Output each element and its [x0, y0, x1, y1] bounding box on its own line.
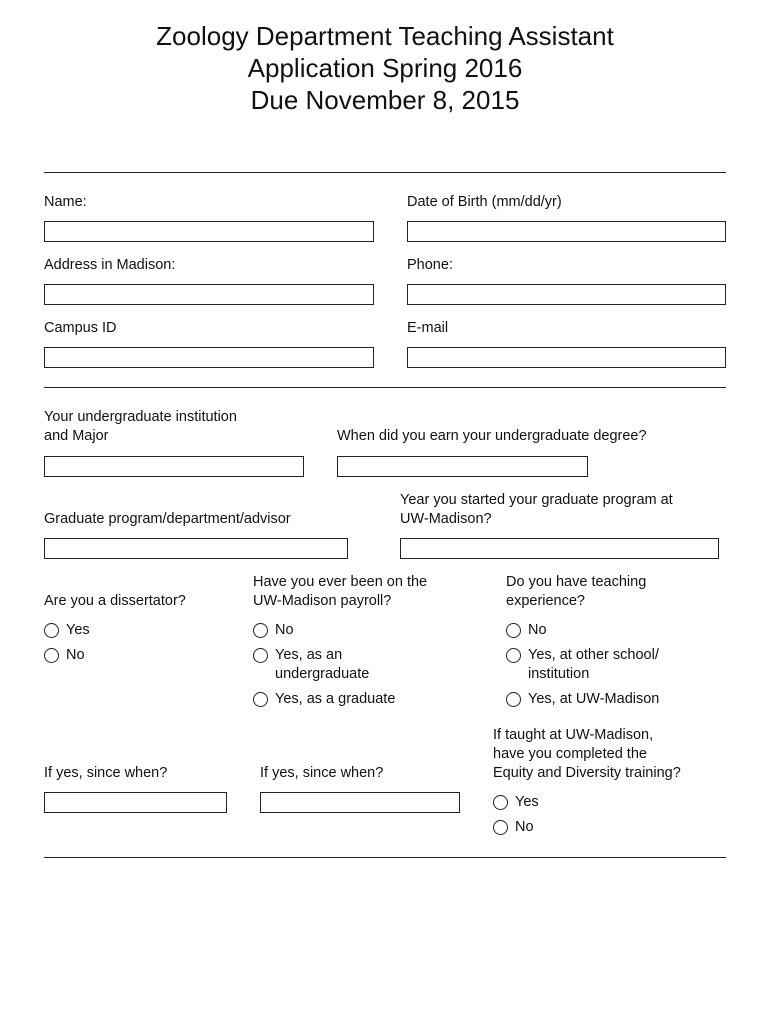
undergrad-label-line1: Your undergraduate institution: [44, 409, 237, 425]
training-question-line3: Equity and Diversity training?: [493, 765, 681, 781]
section-divider: [44, 387, 726, 388]
title-line-3: Due November 8, 2015: [250, 85, 520, 115]
dissertator-no-option[interactable]: [44, 646, 85, 665]
option-label-line2: undergraduate: [275, 666, 370, 682]
option-label: No: [275, 622, 294, 638]
payroll-no-option[interactable]: [253, 621, 294, 640]
option-label: Yes, at UW-Madison: [528, 691, 660, 707]
name-field[interactable]: [44, 221, 374, 242]
radio-circle[interactable]: [253, 692, 268, 707]
option-label: No: [515, 819, 534, 835]
form-title: [0, 20, 770, 116]
option-label-line1: Yes, as an: [275, 647, 343, 663]
grad-program-field[interactable]: [44, 538, 348, 559]
teaching-uw-option[interactable]: [506, 690, 659, 709]
phone-label: Phone:: [407, 257, 453, 273]
dissertator-since-field[interactable]: [44, 792, 227, 813]
teaching-other-option[interactable]: [506, 646, 659, 684]
training-no-option[interactable]: [493, 818, 534, 837]
option-label: Yes: [515, 794, 539, 810]
dob-field[interactable]: [407, 221, 726, 242]
radio-circle[interactable]: [506, 623, 521, 638]
campus-id-label: Campus ID: [44, 320, 117, 336]
radio-circle[interactable]: [493, 820, 508, 835]
degree-date-label: When did you earn your undergraduate degree?: [337, 428, 647, 444]
dob-label: Date of Birth (mm/dd/yr): [407, 194, 562, 210]
training-question-line2: have you completed the: [493, 746, 647, 762]
grad-program-label: Graduate program/department/advisor: [44, 511, 291, 527]
training-yes-option[interactable]: [493, 793, 539, 812]
option-label: Yes: [66, 622, 90, 638]
radio-circle[interactable]: [253, 623, 268, 638]
undergrad-label-line2: and Major: [44, 428, 109, 444]
payroll-question-line1: Have you ever been on the: [253, 574, 428, 590]
teaching-question-line1: Do you have teaching: [506, 574, 647, 590]
title-line-2: Application Spring 2016: [247, 53, 523, 83]
option-label-line1: Yes, at other school/: [528, 647, 659, 663]
undergrad-field[interactable]: [44, 456, 304, 477]
radio-circle[interactable]: [44, 623, 59, 638]
radio-circle[interactable]: [253, 648, 268, 663]
training-question-line1: If taught at UW-Madison,: [493, 727, 654, 743]
grad-start-label-line1: Year you started your graduate program at: [400, 492, 673, 508]
phone-field[interactable]: [407, 284, 726, 305]
payroll-since-field[interactable]: [260, 792, 460, 813]
radio-circle[interactable]: [493, 795, 508, 810]
degree-date-field[interactable]: [337, 456, 588, 477]
option-label: [528, 646, 659, 684]
name-label: Name:: [44, 194, 87, 210]
bottom-divider: [44, 857, 726, 858]
option-label: Yes, as a graduate: [275, 691, 396, 707]
address-field[interactable]: [44, 284, 374, 305]
email-label: E-mail: [407, 320, 449, 336]
radio-circle[interactable]: [44, 648, 59, 663]
teaching-no-option[interactable]: [506, 621, 547, 640]
grad-start-label-line2: UW-Madison?: [400, 511, 492, 527]
payroll-graduate-option[interactable]: [253, 690, 395, 709]
payroll-question-line2: UW-Madison payroll?: [253, 593, 392, 609]
teaching-question-line2: experience?: [506, 593, 585, 609]
option-label: [275, 646, 369, 684]
dissertator-since-label: If yes, since when?: [44, 765, 168, 781]
option-label-line2: institution: [528, 666, 590, 682]
option-label: No: [528, 622, 547, 638]
top-divider: [44, 172, 726, 173]
campus-id-field[interactable]: [44, 347, 374, 368]
payroll-undergrad-option[interactable]: [253, 646, 369, 684]
dissertator-yes-option[interactable]: [44, 621, 90, 640]
email-field[interactable]: [407, 347, 726, 368]
option-label: No: [66, 647, 85, 663]
radio-circle[interactable]: [506, 692, 521, 707]
address-label: Address in Madison:: [44, 257, 176, 273]
radio-circle[interactable]: [506, 648, 521, 663]
dissertator-question: Are you a dissertator?: [44, 593, 186, 609]
grad-start-field[interactable]: [400, 538, 719, 559]
title-line-1: Zoology Department Teaching Assistant: [156, 21, 614, 51]
payroll-since-label: If yes, since when?: [260, 765, 384, 781]
